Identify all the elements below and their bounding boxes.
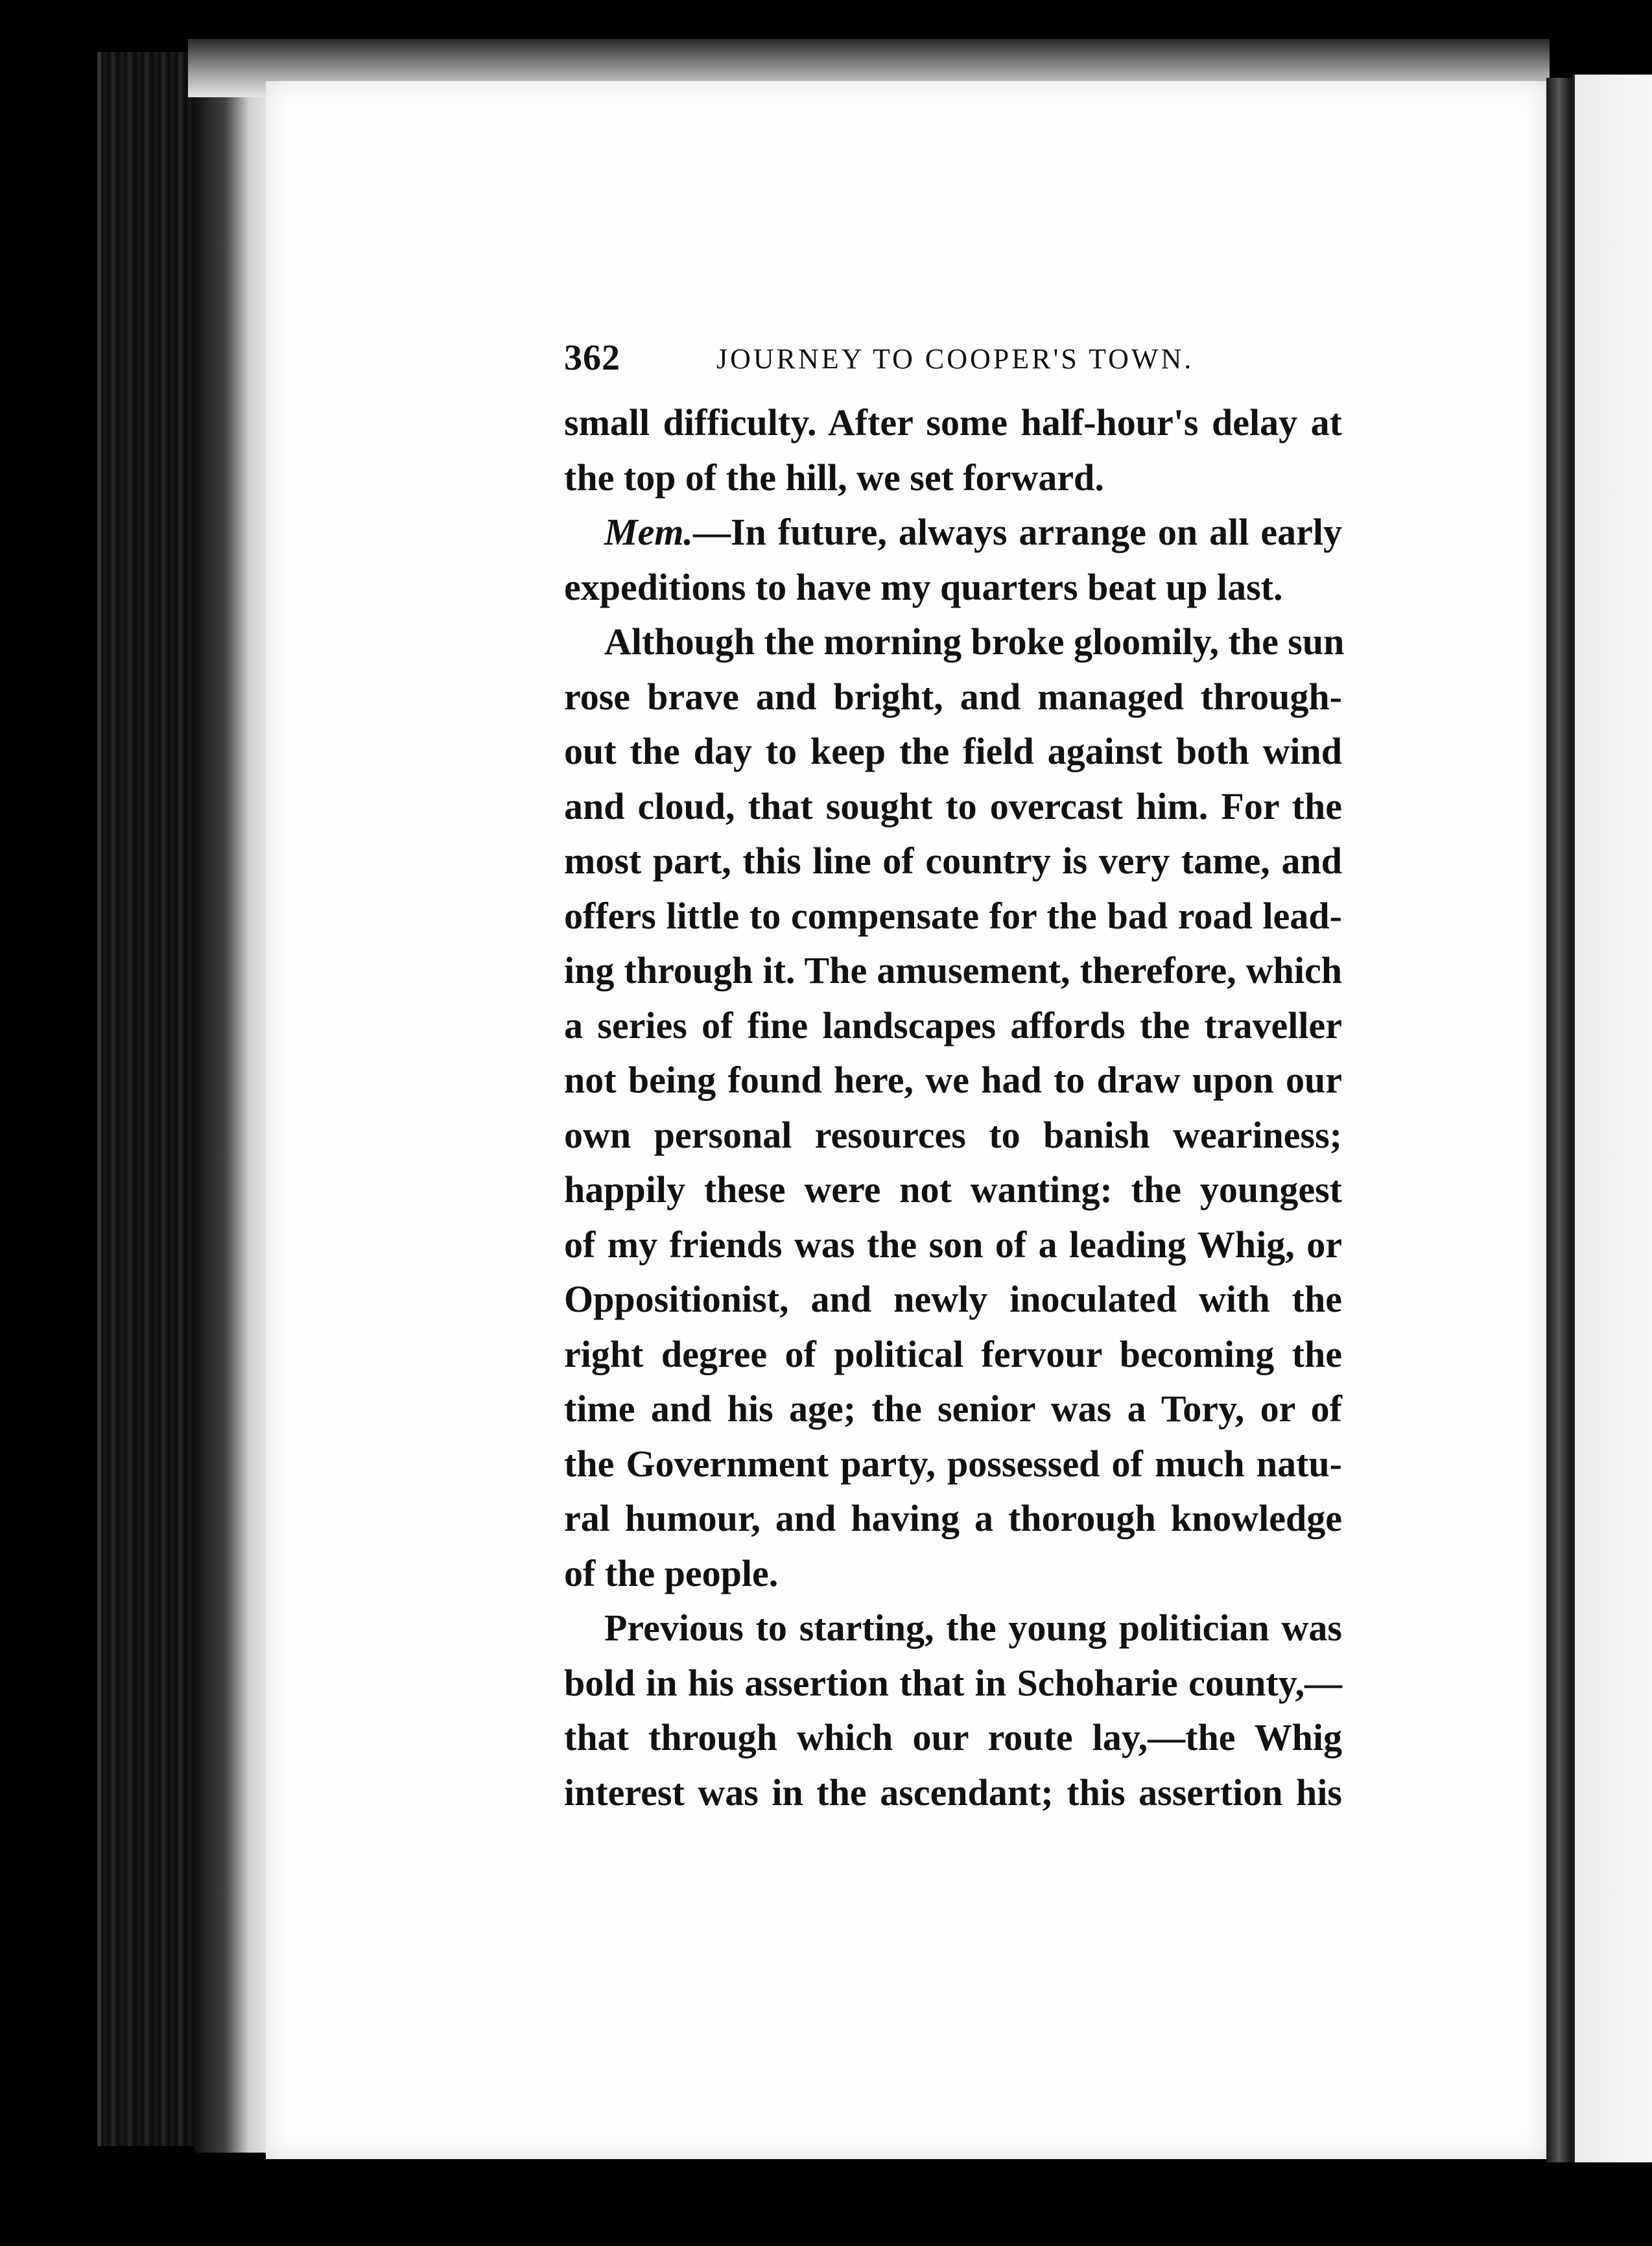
text-line: not being found here, we had to draw upon our [564,1059,1342,1101]
text-line: of the people. [564,1552,779,1594]
binding-edge [195,45,272,2153]
text-line: that through which our route lay,—the Whig [564,1716,1342,1758]
text-line: time and his age; the senior was a Tory, or of [564,1388,1342,1430]
text-line: Previous to starting, the young politician was [604,1607,1342,1649]
text-line: Oppositionist, and newly inoculated with the [564,1278,1342,1320]
page-text [564,337,1345,1820]
running-title: JOURNEY TO COOPER'S TOWN. [716,343,1194,375]
text-line: ing through it. The amusement, therefore, which [564,949,1342,991]
text-line: ral humour, and having a thorough knowledge [564,1497,1342,1539]
text-line: and cloud, that sought to overcast him. For the [564,785,1342,827]
running-head [564,337,1342,396]
text-line: rose brave and bright, and managed through- [564,675,1342,718]
text-line: interest was in the ascendant; this assertion his [564,1771,1342,1814]
text-line: expeditions to have my quarters beat up last. [564,565,1283,608]
text-line: the top of the hill, we set forward. [564,456,1104,499]
text-line [564,505,1342,560]
text-line: a series of fine landscapes affords the traveller [564,1004,1342,1046]
text-line: happily these were not wanting: the youngest [564,1168,1342,1211]
adjacent-page [1572,75,1652,2162]
text-line-rest: —In future, always arrange on all early [692,511,1342,553]
text-line: the Government party, possessed of much natu- [564,1442,1342,1485]
text-line: own personal resources to banish weariness; [564,1113,1342,1156]
paragraph-2 [564,505,1342,615]
text-line: Although the morning broke gloomily, the sun [604,621,1345,663]
text-line: of my friends was the son of a leading Whig, or [564,1223,1342,1266]
text-line: right degree of political fervour becoming the [564,1332,1342,1375]
text-line: out the day to keep the field against both wind [564,730,1342,772]
page-number: 362 [564,338,620,378]
paragraph-4 [564,1601,1342,1820]
paragraph-3 [564,615,1345,1601]
text-line: offers little to compensate for the bad road lead- [564,894,1342,937]
paragraph-1 [564,396,1342,505]
memo-label: Mem. [604,511,693,553]
text-line: bold in his assertion that in Schoharie county,— [564,1661,1342,1704]
page-gutter [1546,78,1572,2162]
text-line: small difficulty. After some half-hour's delay at [564,401,1342,443]
text-line: most part, this line of country is very tame, and [564,840,1342,882]
